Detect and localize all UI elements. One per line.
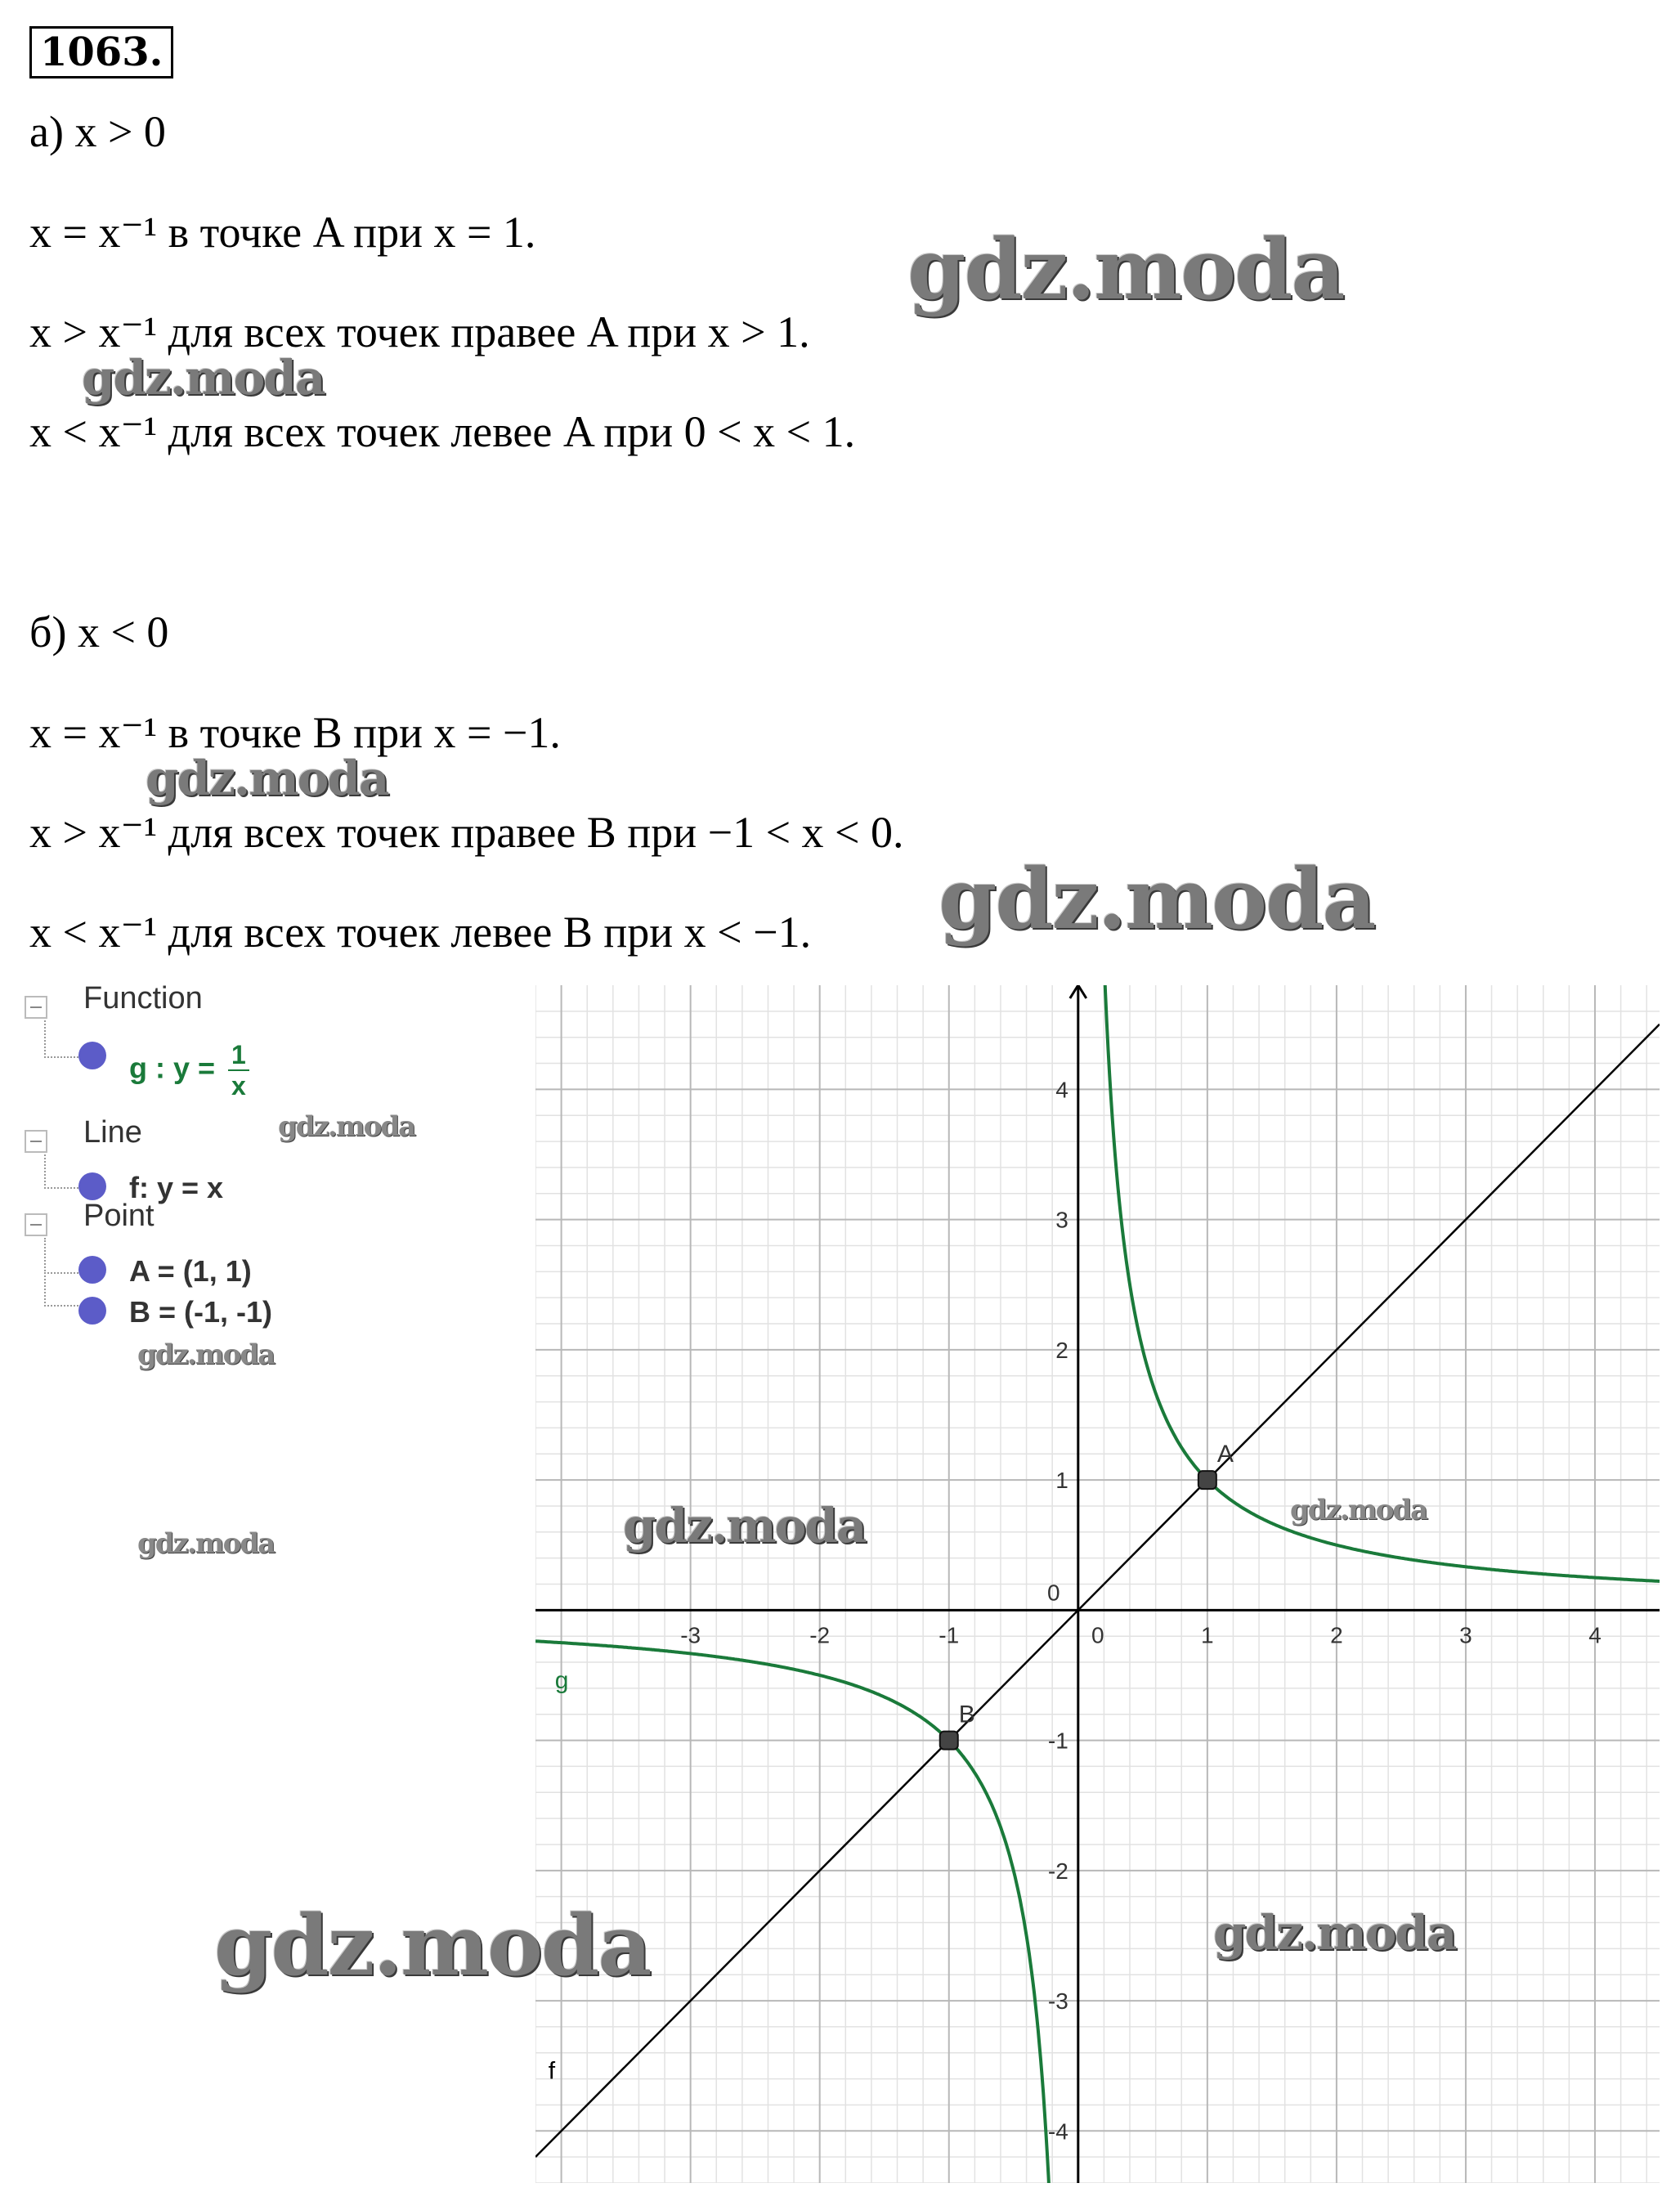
- point-label-a: A: [1216, 1441, 1234, 1468]
- point-b: [940, 1732, 958, 1750]
- series-label-f: f: [548, 2057, 556, 2085]
- y-tick-label: -3: [1047, 1988, 1068, 2015]
- part-b-line-2: x > x⁻¹ для всех точек правее B при −1 < x < 0.: [29, 808, 904, 857]
- part-a-header: а) x > 0: [29, 107, 166, 156]
- collapse-toggle-function[interactable]: [25, 996, 47, 1019]
- visibility-toggle-g[interactable]: [78, 1042, 106, 1069]
- visibility-toggle-a[interactable]: [78, 1256, 106, 1284]
- x-tick-label: 0: [1091, 1622, 1104, 1648]
- algebra-group-line: Line: [83, 1115, 142, 1150]
- point-label-b: B: [958, 1701, 975, 1728]
- part-a-line-2: x > x⁻¹ для всех точек правее A при x > 1.: [29, 307, 810, 356]
- tree-connector: [44, 1272, 78, 1307]
- algebra-item-f[interactable]: f: y = x: [129, 1171, 224, 1204]
- series-label-g: g: [554, 1666, 569, 1694]
- visibility-toggle-b[interactable]: [78, 1297, 106, 1325]
- watermark: gdz.moda: [623, 1498, 866, 1553]
- visibility-toggle-f[interactable]: [78, 1172, 106, 1200]
- watermark: gdz.moda: [137, 1338, 275, 1371]
- tree-connector: [44, 1020, 78, 1058]
- watermark: gdz.moda: [1213, 1905, 1456, 1961]
- y-tick-label: -2: [1047, 1858, 1068, 1884]
- x-tick-label: 4: [1588, 1622, 1602, 1648]
- part-b-header: б) x < 0: [29, 607, 169, 657]
- collapse-toggle-point[interactable]: [25, 1213, 47, 1236]
- collapse-toggle-line[interactable]: [25, 1130, 47, 1153]
- watermark: gdz.moda: [146, 751, 388, 806]
- part-b-line-3: x < x⁻¹ для всех точек левее B при x < −1.: [29, 908, 812, 957]
- watermark: gdz.moda: [278, 1110, 415, 1143]
- tree-connector: [44, 1238, 78, 1274]
- x-tick-label: -2: [809, 1622, 831, 1648]
- y-tick-label: 3: [1055, 1207, 1068, 1233]
- watermark: gdz.moda: [1290, 1494, 1427, 1526]
- watermark: gdz.moda: [214, 1897, 651, 1995]
- graph-view[interactable]: [535, 985, 1660, 2183]
- watermark: gdz.moda: [907, 221, 1344, 319]
- algebra-item-g[interactable]: [129, 1040, 249, 1100]
- part-b-line-1: x = x⁻¹ в точке B при x = −1.: [29, 708, 561, 757]
- part-a-line-3: x < x⁻¹ для всех точек левее A при 0 < x < 1.: [29, 407, 856, 456]
- x-tick-label: 3: [1459, 1622, 1472, 1648]
- y-tick-label: -4: [1047, 2118, 1068, 2145]
- y-tick-label: 2: [1055, 1337, 1068, 1363]
- watermark: gdz.moda: [939, 850, 1375, 948]
- x-tick-label: 2: [1330, 1622, 1343, 1648]
- x-tick-label: -1: [939, 1622, 960, 1648]
- algebra-group-function: Function: [83, 981, 203, 1015]
- watermark: gdz.moda: [137, 1527, 275, 1560]
- x-tick-label: 1: [1201, 1622, 1214, 1648]
- algebra-item-b[interactable]: B = (-1, -1): [129, 1295, 273, 1329]
- series-line-f: [535, 1024, 1660, 2157]
- tree-connector: [44, 1154, 78, 1189]
- problem-number: 1063.: [29, 26, 173, 78]
- fraction: [228, 1040, 249, 1100]
- x-tick-label: -3: [680, 1622, 701, 1648]
- y-tick-label: -1: [1047, 1728, 1068, 1754]
- algebra-group-point: Point: [83, 1199, 155, 1233]
- fraction-numerator: 1: [228, 1040, 249, 1071]
- part-a-line-1: x = x⁻¹ в точке A при x = 1.: [29, 208, 536, 257]
- watermark: gdz.moda: [82, 350, 325, 406]
- algebra-item-a[interactable]: A = (1, 1): [129, 1254, 252, 1288]
- point-a: [1198, 1471, 1216, 1489]
- y-tick-label: 1: [1055, 1468, 1068, 1494]
- series-line-g-right: [1104, 985, 1660, 1581]
- y-tick-label: 0: [1047, 1580, 1060, 1606]
- y-tick-label: 4: [1055, 1077, 1068, 1103]
- fraction-denominator: x: [231, 1071, 246, 1100]
- function-g-prefix: g : y =: [129, 1051, 216, 1085]
